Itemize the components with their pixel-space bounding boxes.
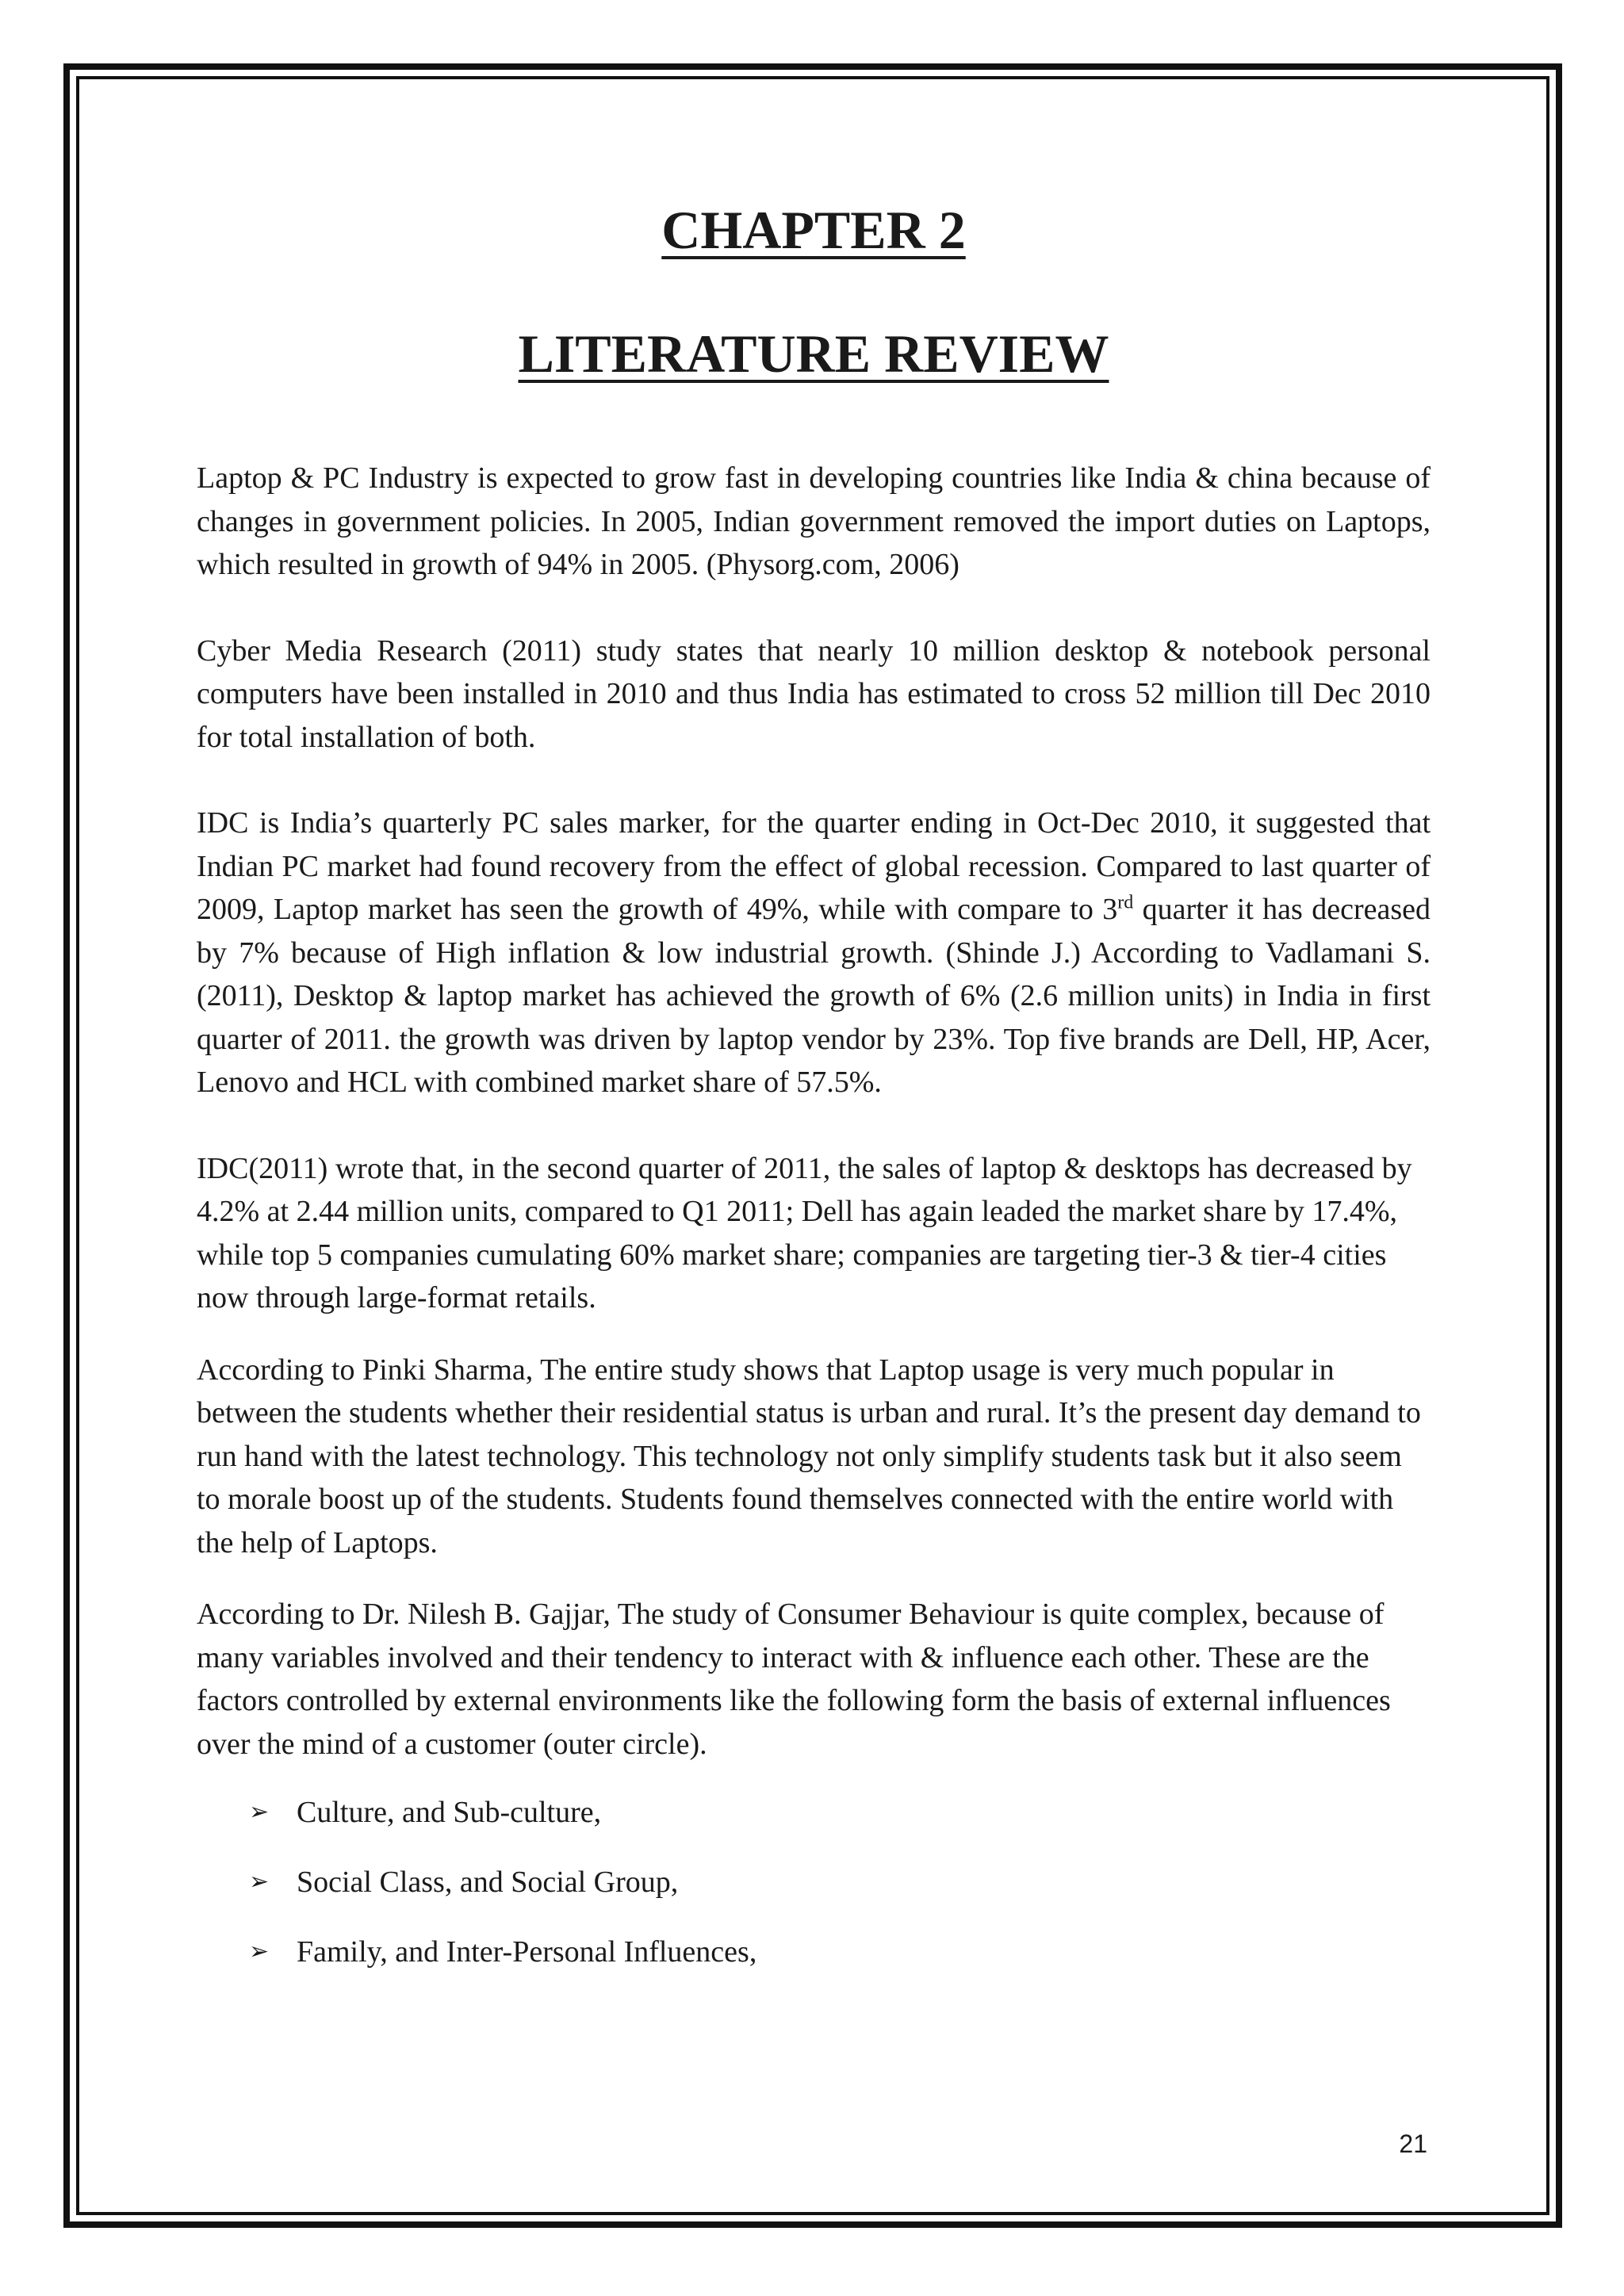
list-item-text: Social Class, and Social Group, [297, 1866, 679, 1899]
paragraph-pinki-sharma: According to Pinki Sharma, The entire study shows that Laptop usage is very much popular in between the students whether their residential status is urban and rural. It’s the present day demand to run hand with the latest technology. This technology not only simplify students task but it also seem to morale boost up of the students. Students found themselves connected with the entire world with the help of Laptops. [197, 1353, 1421, 1559]
influences-list [197, 1791, 1431, 1973]
paragraph-cyber-media: Cyber Media Research (2011) study states that nearly 10 million desktop & notebook personal computers have been installed in 2010 and thus India has estimated to cross 52 million till Dec 2010 for total installation of both. [197, 633, 1431, 754]
arrowhead-bullet-icon: ➢ [249, 1798, 270, 1826]
paragraph-idc-quarterly-part1: IDC is India’s quarterly PC sales marker, for the quarter ending in Oct-Dec 2010, it suggested that Indian PC market had found recovery from the effect of global recession. Compared to last quarter of 2009, Laptop market has seen the growth of 49%, while with compare to 3 [197, 806, 1431, 926]
paragraph-industry-growth: Laptop & PC Industry is expected to grow fast in developing countries like India & china because of changes in government policies. In 2005, Indian government removed the import duties on Laptops, which resulted in growth of 94% in 2005. (Physorg.com, 2006) [197, 461, 1431, 581]
list-item [249, 1861, 1431, 1904]
page-content [197, 190, 1431, 2000]
list-item [249, 1791, 1431, 1834]
chapter-subtitle: LITERATURE REVIEW [518, 323, 1109, 384]
ordinal-superscript: rd [1117, 892, 1134, 913]
page-number: 21 [1399, 2130, 1427, 2158]
arrowhead-bullet-icon: ➢ [249, 1868, 270, 1896]
list-item [249, 1931, 1431, 1973]
chapter-title: CHAPTER 2 [661, 200, 966, 260]
paragraph-idc-quarterly-part2: quarter it has decreased by 7% because of High inflation & low industrial growth. (Shinde J.) According to Vadlamani S.(2011), Desktop & laptop market has achieved the growth of 6% (2.6 million units) in India in first quarter of 2011. the growth was driven by laptop vendor by 23%. Top five brands are Dell, HP, Acer, Lenovo and HCL with combined market share of 57.5%. [197, 893, 1431, 1099]
list-item-text: Culture, and Sub-culture, [297, 1796, 602, 1829]
arrowhead-bullet-icon: ➢ [249, 1938, 270, 1965]
paragraph-idc-quarterly [197, 802, 1431, 1104]
paragraph-idc-2011: IDC(2011) wrote that, in the second quarter of 2011, the sales of laptop & desktops has decreased by 4.2% at 2.44 million units, compared to Q1 2011; Dell has again leaded the market share by 17.4%, while top 5 companies cumulating 60% market share; companies are targeting tier-3 & tier-4 cities now through large-format retails. [197, 1151, 1412, 1314]
list-item-text: Family, and Inter-Personal Influences, [297, 1935, 757, 1969]
paragraph-nilesh-gajjar: According to Dr. Nilesh B. Gajjar, The study of Consumer Behaviour is quite complex, because of many variables involved and their tendency to interact with & influence each other. These are the factors controlled by external environments like the following form the basis of external influences over the mind of a customer (outer circle). [197, 1598, 1391, 1761]
